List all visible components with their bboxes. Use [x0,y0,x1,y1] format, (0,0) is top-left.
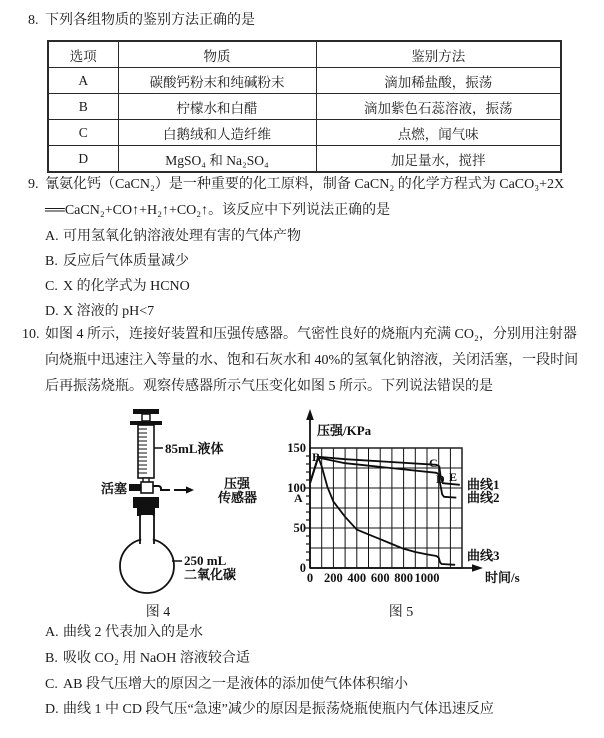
point-label-a: A [294,491,303,505]
option-text: 曲线 1 中 CD 段气压“急速”减少的原因是振荡烧瓶使瓶内气体迅速反应 [63,702,494,717]
option-letter: A. [45,625,59,640]
point-label-c: C [429,456,438,470]
q8-number: 8. [28,13,39,28]
q9-option-b [45,253,189,270]
x-tick-200: 200 [324,571,343,585]
q9-option-d [45,303,154,320]
x-axis-title: 时间/s [485,570,520,585]
flask-volume-label-line1: 250 mL [184,553,227,568]
cell-option: A [48,68,118,94]
q9-number: 9. [28,177,39,192]
q10-stem-line3: 后再振荡烧瓶。观察传感器所示气压变化如图 5 所示。下列说法错误的是 [45,379,493,394]
option-letter: C. [45,677,58,692]
option-text: 吸收 CO₂ 用 NaOH 溶液较合适 [63,651,250,666]
cell-method: 加足量水，搅拌 [316,146,561,173]
flask-gas-label-line2: 二氧化碳 [184,567,237,582]
option-text: 反应后气体质量减少 [63,254,189,269]
curve3-label: 曲线3 [467,548,500,563]
option-text: X 的化学式为 HCNO [63,279,190,294]
q10-number: 10. [22,327,40,342]
pressure-sensor-arrow [174,486,194,493]
option-letter: B. [45,651,58,666]
q10-option-b [45,650,250,667]
q8-identification-table [47,40,562,173]
table-row [48,146,561,173]
table-row [48,120,561,146]
cell-substances: 柠檬水和白醋 [118,94,316,120]
option-letter: A. [45,229,59,244]
x-tick-800: 800 [394,571,413,585]
cell-substances: 碳酸钙粉末和纯碱粉末 [118,68,316,94]
cell-option: D [48,146,118,173]
option-text: 曲线 2 代表加入的是水 [63,625,203,640]
point-label-d: D [436,472,445,486]
table-header-row [48,41,561,68]
option-letter: D. [45,304,59,319]
curve2-label: 曲线2 [467,490,500,505]
cell-substances: MgSO₄ 和 Na₂SO₄ [118,146,316,173]
option-letter: B. [45,254,58,269]
sensor-label-line2: 传感器 [218,490,258,505]
x-tick-600: 600 [370,571,390,585]
x-tick-1000: 1000 [414,571,440,585]
fig4-caption: 图 4 [145,605,171,620]
y-tick-100: 100 [287,481,306,495]
option-text: AB 段气压增大的原因之一是液体的添加使气体体积缩小 [63,677,408,692]
q10-stem-line2: 向烧瓶中迅速注入等量的水、饱和石灰水和 40%的氢氧化钠溶液，关闭活塞，一段时间 [45,353,579,368]
sensor-label-line1: 压强 [224,476,251,491]
cell-method: 滴加紫色石蕊溶液，振荡 [316,94,561,120]
q10-option-d [45,701,494,718]
header-substances: 物质 [118,41,316,68]
rubber-stopper [133,497,159,516]
cell-option: B [48,94,118,120]
cell-method: 滴加稀盐酸，振荡 [316,68,561,94]
q10-option-a [45,624,203,641]
round-bottom-flask [120,515,174,593]
table-row [48,94,561,120]
q8-stem: 下列各组物质的鉴别方法正确的是 [45,13,255,28]
syringe-barrel [138,425,154,478]
stopcock [129,478,153,493]
x-tick-0: 0 [306,571,314,585]
y-tick-0: 0 [299,561,306,575]
point-label-b: B [312,450,321,464]
point-label-e: E [449,470,458,484]
stopcock-label: 活塞 [100,481,127,496]
fig4-apparatus-diagram [60,403,290,599]
cell-option: C [48,120,118,146]
y-tick-150: 150 [287,441,306,455]
option-letter: C. [45,279,58,294]
fig5-pressure-chart [283,405,533,599]
q9-option-a [45,228,301,245]
y-axis-title: 压强/KPa [317,423,372,438]
fig5-caption: 图 5 [388,605,414,620]
cell-method: 点燃，闻气味 [316,120,561,146]
x-tick-400: 400 [347,571,367,585]
side-tube [153,486,170,490]
q9-stem: 氰氨化钙（CaCN₂）是一种重要的化工原料，制备 CaCN₂ 的化学方程式为 CaCO₃+2X [45,177,565,192]
q10-option-c [45,676,408,693]
header-option: 选项 [48,41,118,68]
syringe-volume-label: 85mL液体 [165,441,224,456]
curve1-label: 曲线1 [467,477,500,492]
y-tick-50: 50 [293,521,306,535]
option-letter: D. [45,702,59,717]
q10-stem-line1: 如图 4 所示，连接好装置和压强传感器。气密性良好的烧瓶内充满 CO₂，分别用注射器 [45,327,577,342]
option-text: X 溶液的 pH<7 [63,304,155,319]
q9-chemical-equation: ══CaCN₂+CO↑+H₂↑+CO₂↑。该反应中下列说法正确的是 [45,203,391,218]
option-text: 可用氢氧化钠溶液处理有害的气体产物 [63,229,301,244]
header-method: 鉴别方法 [316,41,561,68]
cell-substances: 白鹅绒和人造纤维 [118,120,316,146]
syringe-plunger [130,409,162,425]
q9-option-c [45,278,190,295]
table-row [48,68,561,94]
